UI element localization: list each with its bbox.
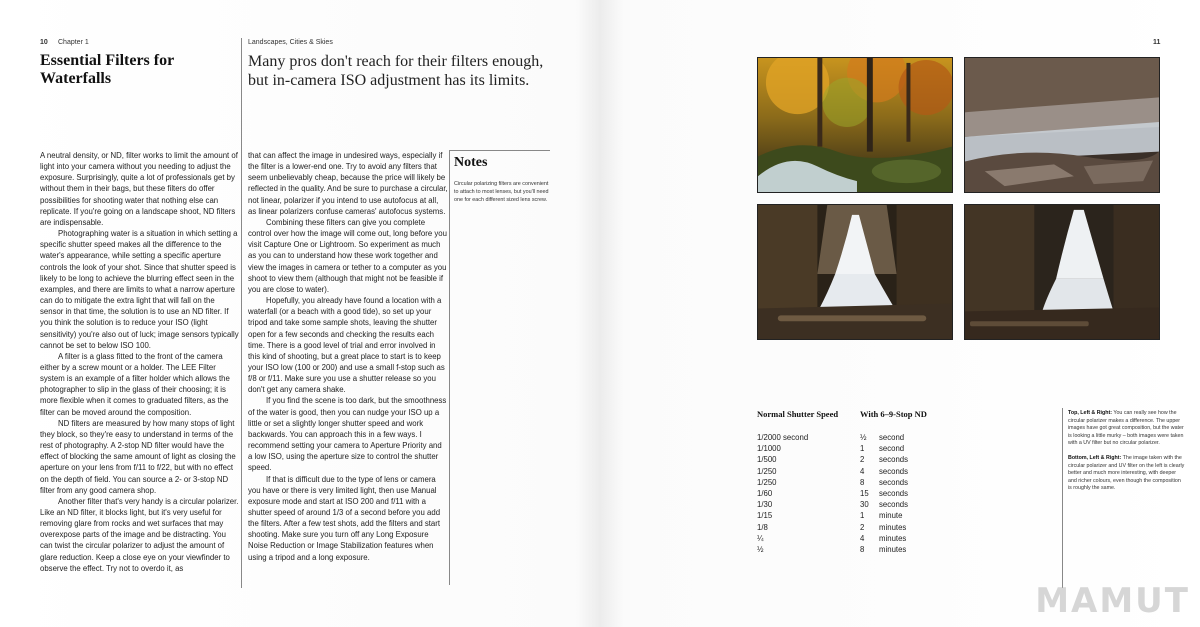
table-column-normal [757,432,808,555]
paragraph: If you find the scene is too dark, but the smoothness of the water is good, then you can nudge your ISO up a little or set a slightly longer shutter speed and work backwards. You can approach this in a few ways. I recommend setting your camera to Aperture Priority and a low ISO, using the aperture size to control the shutter speed. [248,396,447,473]
center-running-head: Landscapes, Cities & Skies [248,39,333,46]
table-cell: 4 [860,466,865,476]
table-cell: minute [879,511,903,521]
table-cell: ½ [757,544,764,554]
right-page-number: 11 [1153,39,1161,46]
paragraph: Another filter that's very handy is a circular polarizer. Like an ND filter, it blocks light, but it's very useful for removing glare from rocks and wet surfaces that may overexpose parts of the image and be distracting. You can twist the circular polarizer to adjust the amount of glare reduction. Keep a close eye on your viewfinder to observe the effect. Try not to overdo it, as [40,496,239,573]
table-cell: seconds [879,500,909,510]
body-column-1 [40,150,240,574]
paragraph: Hopefully, you already have found a location with a waterfall (or a beach with a good tide), so set up your tripod and take some sample shots, leaving the shutter open for a few seconds and checking the results each time. There is a good level of trial and error involved in this kind of shooting, but a great place to start is to keep your ISO low (100 or 200) and use a small f-stop such as f/8 or f/11. Make sure you use a shutter release so you don't get any camera shake. [248,296,445,395]
table-cell: second [879,433,905,442]
column-rule-notes [449,150,450,585]
table-cell: 1/250 [757,477,777,487]
table-header-normal: Normal Shutter Speed [757,409,839,419]
paragraph: Photographing water is a situation in which setting a specific shutter speed makes all the difference to the water's appearance, while setting a specific aperture controls the look of your shot. Since that shutter speed is likely to be long to achieve the blurring effect seen in the examples, and there are limits to what a narrow aperture can do to mitigate the extra light that will fall on the sensor in that time, the solution is to use an ND filter. If you think the solution is to reduce your ISO (light sensitivity) you're also out of luck; image sensors typically cannot be set to below ISO 100. [40,229,239,350]
table-cell: 30 [860,500,869,510]
notes-heading: Notes [454,155,488,170]
caption-bottom-label: Bottom, Left & Right: [1068,454,1122,461]
table-cell: ¼ [757,533,764,543]
table-cell: 8 [860,544,865,554]
table-cell: 1 [860,511,865,521]
waterfall-uv-image [965,205,1159,339]
table-cell: ½ [860,433,867,442]
table-cell: seconds [879,466,909,476]
table-cell: 1 [860,444,865,454]
table-cell: 1/2000 second [757,433,809,442]
table-cell: minutes [879,544,907,554]
paragraph: that can affect the image in undesired ways, especially if the filter is a lower-end one. Try to avoid any filters that seem unbelievably cheap, because the price will likely be reflected in the quality. And be sure to purchase a circular, not linear, polarizer if you intend to use autofocus at all, as linear polarizers confuse cameras' autofocus systems. [248,151,448,216]
paragraph: If that is difficult due to the type of lens or camera you have or there is very limited light, then use Manual exposure mode and start at ISO 200 and f/11 with a shutter speed of around 1/3 of a second before you add the filters. After a few test shots, add the filters and start shooting. Make sure you turn off any Long Exposure Noise Reduction or Image Stabilization features when using a tripod and a long exposure. [248,474,441,562]
autumn-forest-waterfall-image [758,58,952,192]
notes-top-rule [450,150,550,151]
table-cell: 1/500 [757,455,777,465]
caption-bottom [1068,455,1186,493]
table-cell: 8 [860,477,865,487]
photo-top-left [757,57,953,193]
table-cell: 4 [860,533,865,543]
table-cell: 1/30 [757,500,773,510]
table-cell: 2 [860,522,865,532]
caption-top-text: You can really see how the circular polarizer makes a difference. The upper images have got great composition, but the water is looking a little murky – both images were taken with a UV filter but no circular polarizer. [1068,410,1184,447]
table-cell: 15 [860,488,869,498]
table-cell: 1/8 [757,522,768,532]
table-cell: second [879,444,905,454]
rocky-river-image [965,58,1159,192]
table-column-nd-units [879,432,908,555]
caption-top-label: Top, Left & Right: [1068,410,1113,416]
page-title: Essential Filters for Waterfalls [40,52,174,87]
notes-text: Circular polarizing filters are convenient to attach to most lenses, but you'll need one for each different sized lens screw. [454,181,549,203]
table-cell: seconds [879,477,909,487]
left-running-head: Chapter 1 [58,39,89,46]
caption-rule [1062,408,1063,588]
photo-bottom-right [964,204,1160,340]
paragraph: A neutral density, or ND, filter works to limit the amount of light into your camera without you needing to adjust the exposure. Surprisingly, quite a lot of professionals get by without them in their bags, but these filters do offer possibilities for shooting water that nothing else can replicate. If you're going on a landscape shoot, ND filters are indispensable. [40,151,238,227]
page-subtitle: Many pros don't reach for their filters enough, but in-camera ISO adjustment has its limits. [248,53,544,89]
waterfall-polarizer-image [758,205,952,339]
photo-caption [1068,410,1186,500]
table-cell: 1/60 [757,488,773,498]
left-page-number: 10 [40,39,48,46]
table-cell: 1/250 [757,466,777,476]
paragraph: A filter is a glass fitted to the front of the camera either by a screw mount or a holder. The LEE Filter system is an example of a filter holder which allows the photographer to slip in the glass of their choosing; it is more flexible when it comes to graduated filters, as the filter can be moved around the composition. [40,351,230,417]
table-cell: 1/1000 [757,444,781,454]
table-cell: seconds [879,455,909,465]
table-header-nd: With 6–9-Stop ND [860,409,927,419]
column-rule-left [241,38,242,588]
body-column-2 [248,150,448,563]
table-cell: minutes [879,522,907,532]
photo-bottom-left [757,204,953,340]
paragraph: ND filters are measured by how many stops of light they block, so they're easy to understand in terms of the rest of photography. A 2-stop ND filter would have the effect of blocking the same amount of light as closing the aperture on your lens from f/11 to f/22, but with no effect on the depth of field. You can source a 2- or 3-stop ND filter from any good camera shop. [40,418,236,495]
photo-top-right [964,57,1160,193]
table-cell: 2 [860,455,865,465]
table-cell: seconds [879,488,909,498]
caption-top [1068,410,1186,448]
table-cell: minutes [879,533,907,543]
watermark-logo: MAMUT [1035,581,1190,621]
paragraph: Combining these filters can give you complete control over how the image will come out, long before you visit Capture One or Lightroom. So experiment as much as you can to understand how these work together and view the images in camera or tether to a computer as you shoot to view them (although that might not be feasible if you are close to water). [248,217,447,294]
caption-bottom-text: The image taken with the circular polarizer and UV filter on the left is clearly better and much more interesting, with deeper and richer colours, even though the composition is roughly the same. [1068,454,1185,492]
table-cell: 1/15 [757,511,773,521]
table-column-nd-values [860,432,869,555]
